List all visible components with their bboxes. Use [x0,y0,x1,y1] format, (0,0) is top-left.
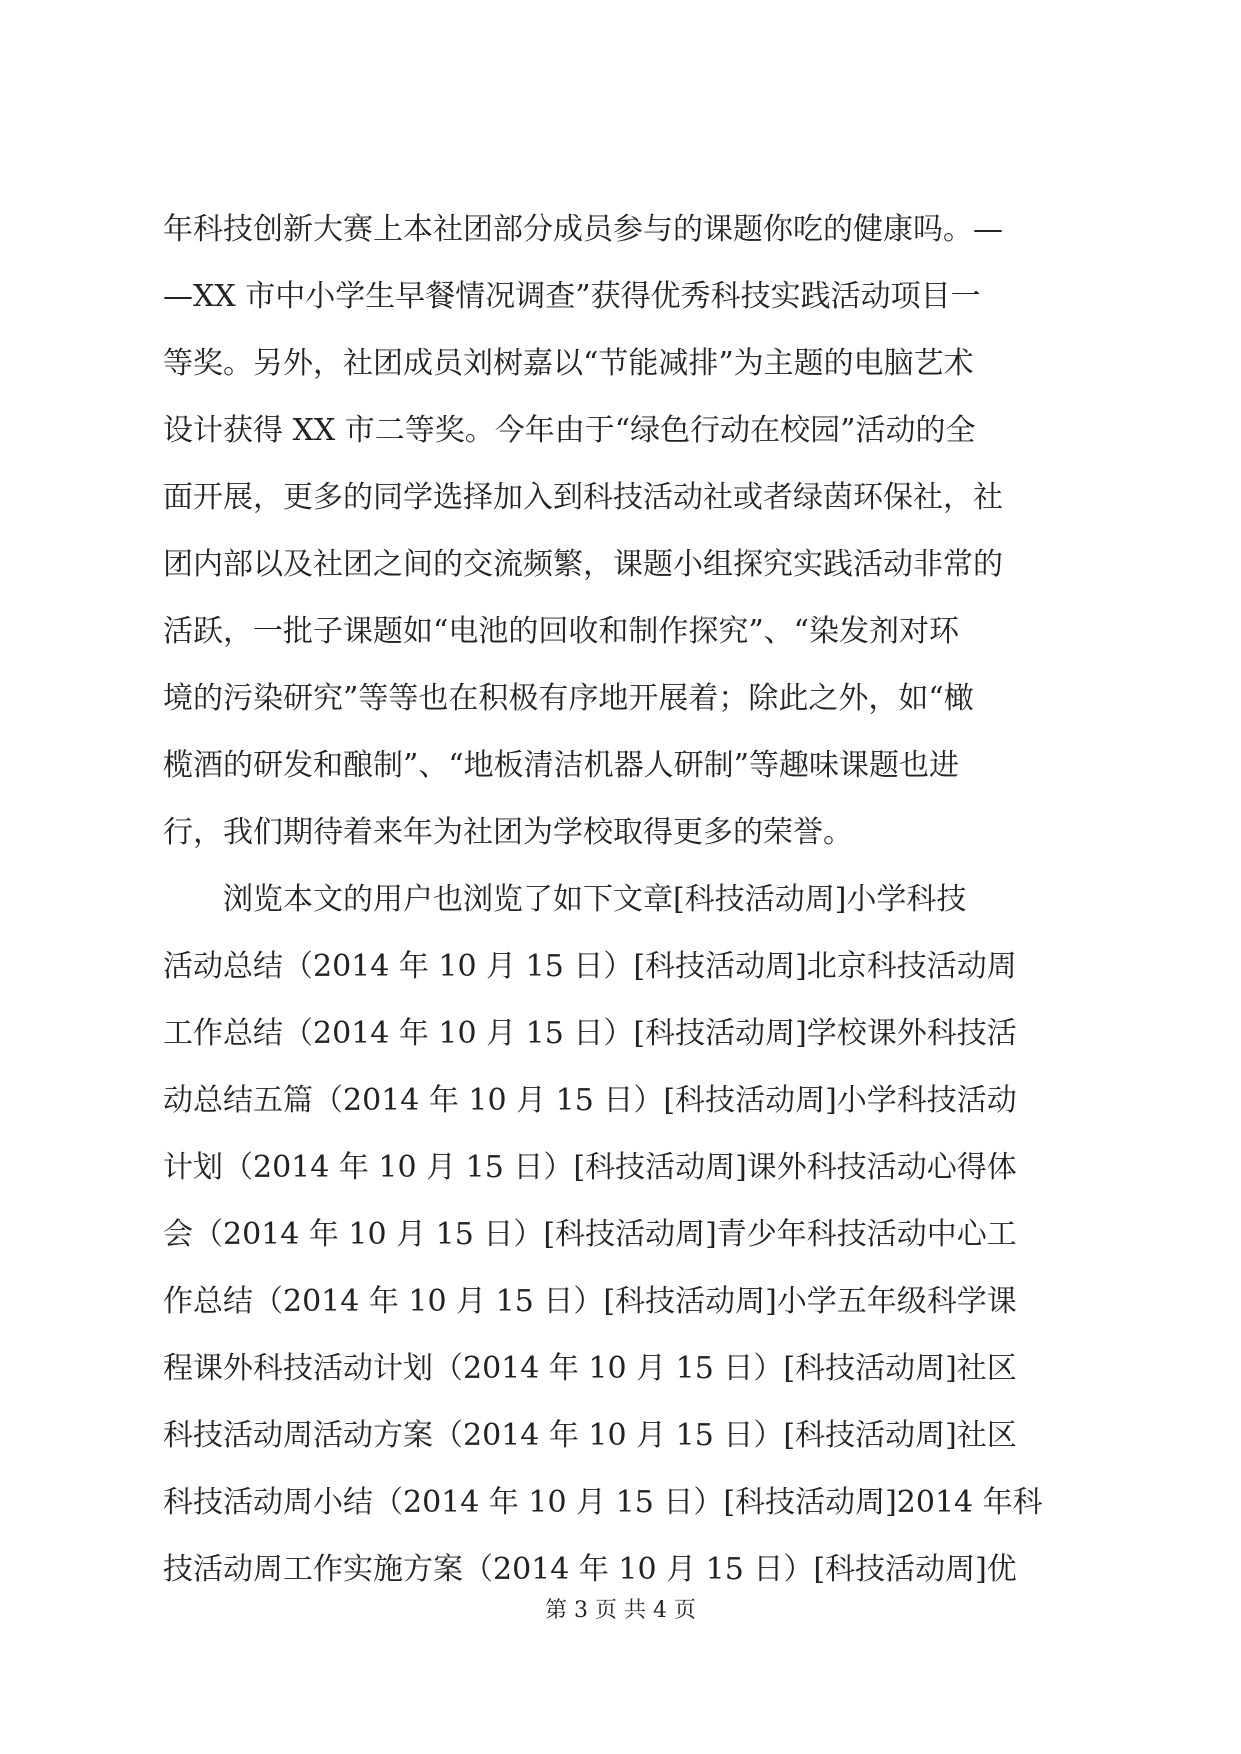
text-line: 技活动周工作实施方案（2014 年 10 月 15 日）[科技活动周]优 [163,1552,1017,1587]
text-line: 设计获得 XX 市二等奖。今年由于“绿色行动在校园”活动的全 [163,413,976,448]
text-line: 等奖。另外，社团成员刘树嘉以“节能减排”为主题的电脑艺术 [163,346,974,381]
text-line: 工作总结（2014 年 10 月 15 日）[科技活动周]学校课外科技活 [163,1016,1017,1051]
text-line: 程课外科技活动计划（2014 年 10 月 15 日）[科技活动周]社区 [163,1351,1017,1386]
text-line: 会（2014 年 10 月 15 日）[科技活动周]青少年科技活动中心工 [163,1217,1017,1252]
text-line: 计划（2014 年 10 月 15 日）[科技活动周]课外科技活动心得体 [163,1150,1017,1185]
text-line: 活动总结（2014 年 10 月 15 日）[科技活动周]北京科技活动周 [163,949,1017,984]
text-line: —XX 市中小学生早餐情况调查”获得优秀科技实践活动项目一 [163,279,981,314]
text-line: 科技活动周小结（2014 年 10 月 15 日）[科技活动周]2014 年科 [163,1485,1043,1520]
text-line: 动总结五篇（2014 年 10 月 15 日）[科技活动周]小学科技活动 [163,1083,1017,1118]
body-text [163,196,1083,1603]
text-line: 境的污染研究”等等也在积极有序地开展着；除此之外，如“橄 [163,681,974,716]
text-line: 面开展，更多的同学选择加入到科技活动社或者绿茵环保社，社 [163,480,1003,515]
text-line: 活跃，一批子课题如“电池的回收和制作探究”、“染发剂对环 [163,614,960,649]
text-line: 团内部以及社团之间的交流频繁，课题小组探究实践活动非常的 [163,547,1003,582]
text-line: 榄酒的研发和酿制”、“地板清洁机器人研制”等趣味课题也进 [163,748,960,783]
text-line: 科技活动周活动方案（2014 年 10 月 15 日）[科技活动周]社区 [163,1418,1017,1453]
text-line: 浏览本文的用户也浏览了如下文章[科技活动周]小学科技 [163,882,967,917]
text-line: 年科技创新大赛上本社团部分成员参与的课题你吃的健康吗。— [163,212,1003,247]
text-line: 行，我们期待着来年为社团为学校取得更多的荣誉。 [163,815,853,850]
page-number: 第 3 页 共 4 页 [545,1598,696,1623]
text-line: 作总结（2014 年 10 月 15 日）[科技活动周]小学五年级科学课 [163,1284,1017,1319]
